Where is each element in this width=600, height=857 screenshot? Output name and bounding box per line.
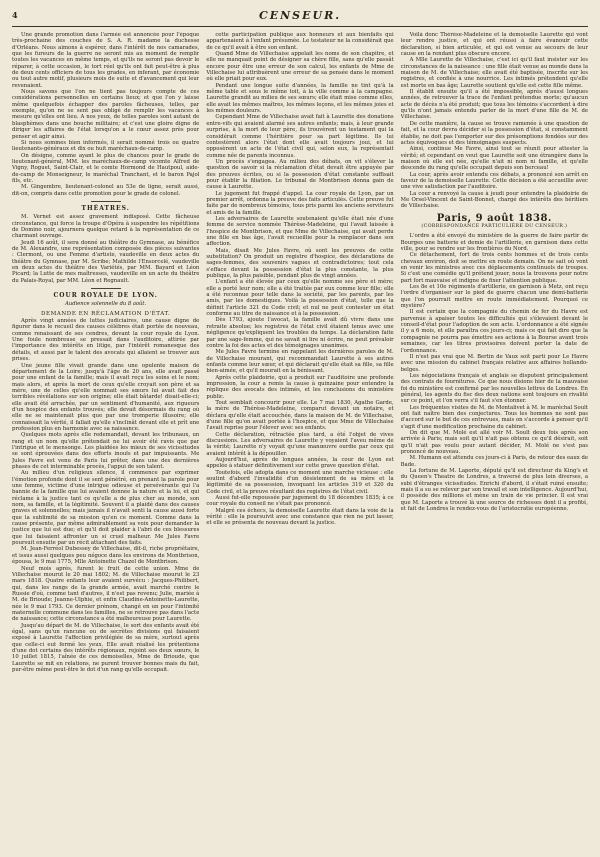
paragraph: Cette déclaration, rétractée plus tard, a été l'objet de vives discussions. Les adversaires de Laurette y voyaient l'aveu même de la vérité; Laurette n'y voyait qu'une manœuvre ourdie par ceux qui avaient intérêt à la dépouiller. — [206, 431, 394, 457]
article-columns — [12, 32, 588, 852]
paragraph: Neuf mois après, furent le fruit de cette union. Mme de Villechaise mourut le 20 mai 1802; M. de Villechaise mourut le 23 mars 1818. Quatre enfants leur avaient survécu : Jacques-Philibert, qui, dans les rangs de la grande armée, avait marché contre le Russie d'où, comme tant d'autres, il n'est pas revenu; Julie, mariée à M. de Brioude; Jeanne-Ulphie, et enfin Claudine-Antoinette-Laurette, née le 9 mai 1793. Ce dernier prénom, changé en un pour l'intimité maternelle commune dans les familles, ne se retrouve pas dans l'acte de naissance; cette circonstance a été malheureuse pour Laurette. — [12, 565, 200, 623]
column-3 — [401, 32, 588, 852]
paragraph: Quand Mme de Villechaise appelait les noms de son chapitre, et elle ne manquait point de désigner sa chère fille, sans qu'elle passât encore pour être une erreur de son calcul, les enfants de Mme de Villechaise lui attribuèrent une erreur de sa pensée dans le moment où elle priait pour eux. — [206, 51, 394, 83]
column-1 — [12, 32, 199, 852]
paragraph: M. Jean-Ferréol Dubessey de Villechaise, dit-il, riche propriétaire, et issus aussi quelques peu négoce dans les environs de Montbrison, épousa, le 9 mai 1775, Mlle Antoinette Chazel de Montbrison. — [12, 546, 200, 566]
paragraph: Toutefois, elle adopta dans ce moment une marche vicieuse : elle soutint d'abord l'invalidité d'un désistement de sa mère et la légitimité de sa possession, invoquant les articles 319 et 320 du Code civil, et la preuve résultant des registres de l'état civil. — [206, 469, 394, 495]
paragraph: La cour a renvoyé la cause à jeudi pour entendre la plaidoirie de Me Orsel-Vincent de Saint-Bonnet, chargé des intérêts des héritiers de Villechaise. — [400, 190, 588, 210]
column-2 — [206, 32, 393, 852]
paragraph: Jeudi 16 août, il sera donné au théâtre du Gymnase, au bénéfice de M. Alexandre, une représentation composée des pièces suivantes : Clermont, ou une Femme d'artiste, vaudeville en deux actes du théâtre du Gymnase, par M. Scribe; Mathilde l'Ensorcelé, vaudeville en deux actes du théâtre des Variétés, par MM. Bayard et Léon Picard; la Lutte de mes maîtresses, vaudeville en un acte du théâtre du Palais-Royal, par MM. Léon et Regnault. — [12, 239, 200, 284]
paragraph: Cependant Mme de Villechaise avait fait à Laurette des donations entre-vifs qui avaient alarmé ses autres enfants; mais, à leur grande surprise, à la mort de leur père, ils trouvèrent un testament qui la considérait comme l'héritière pour sa part légitime. Ils lui contestèrent alors l'état dont elle avait toujours joui, et lui opposèrent un acte de l'état civil qui, selon eux, la représentait comme née de parents inconnus. — [206, 114, 394, 159]
paragraph: cette participation publique aux honneurs et aux bienfaits qui appartenaient à l'enfant présumée. Le testateur ne la considérait que de ce qu'il avait à être son enfant. — [206, 32, 394, 51]
paragraph: Tout semblait concourir pour elle. Le 7 mai 1830, Agathe Garde, la mère de Thérèse-Madeleine, comparut devant un notaire, et déclara qu'elle était accouchée, dans la maison de M. de Villechaise, d'une fille qu'on avait portée à l'hospice, et que Mme de Villechaise l'avait reprise pour l'élever avec ses enfants. — [206, 399, 394, 432]
paragraph: Le jugement fut frappé d'appel. La cour royale de Lyon, par un premier arrêt, ordonna la preuve des faits articulés. Cette preuve fut faite par de nombreux témoins, tous pris parmi les anciens serviteurs et amis de la famille. — [206, 190, 394, 216]
paragraph: Après vingt années de luttes judiciaires, une cause digne de figurer dans le recueil des causes célèbres était portée de nouveau, comme renaissant de ses cendres, devant la cour royale de Lyon. Une foule nombreuse se pressait dans l'auditoire, attirée par l'importance des intérêts en litige, par l'intérêt romanesque des détails, et aussi par le talent des avocats qui allaient se trouver aux prises. — [12, 318, 200, 363]
paragraph: M. Gingembre, lieutenant-colonel au 53e de ligne, serait aussi, dit-on, compris dans cette promotion pour le grade de colonel. — [12, 184, 200, 197]
paragraph: Aujourd'hui, après de longues années, la cour de Lyon est appelée à statuer définitivement sur cette grave question d'état. — [206, 457, 394, 470]
paragraph: Une jeune fille vivait grande dans une opulente maison de département de la Loire; jusqu'à l'âge de 20 ans, elle avait passé pour une enfant de la famille; mais il avait reçu les soins et le nom; mais alors, et après la mort de ceux qu'elle croyait son père et sa mère, une de celles qu'elle nommait ses sœurs lui avait fait des terribles révélations sur son origine; elle était bâtarde! disait-elle-ci; elle avait été arrachée, par un sentiment d'humanité, aux rigueurs d'un hospice des enfants trouvés; elle devait désormais du rang où elle ne se maintenait plus que par une tromperie illusoire; elle connaissait la vérité, il fallait qu'elle s'inclinât devant elle et prît une profession plus en harmonie avec sa naissance. — [12, 362, 200, 432]
divider — [91, 288, 121, 289]
paragraph: L'ordre a été envoyé du ministère de la guerre de faire partir de Bourges une batterie et demie de l'artillerie, en garnison dans cette ville, pour se rendre sur les frontières du Nord. — [400, 233, 588, 252]
audience-subheading: Audience solennelle du 8 août. — [65, 301, 147, 308]
paragraph: La cour, après avoir entendu ces débats, a prononcé son arrêt en faveur de la demoiselle Laurette. Cette décision a été accueillie avec une vive satisfaction par l'auditoire. — [400, 171, 588, 191]
paragraph: Un procès s'engagea. Au milieu des débats, on vit s'élever la question de savoir si la réclamation d'état devait être appuyée par des preuves écrites, ou si la possession d'état constante suffisait pour établir la filiation. Le tribunal de Montbrison donna gain de cause à Laurette. — [206, 158, 394, 191]
paragraph: M. Vernet est assez gravement indisposé. Cette fâcheuse circonstance, qui force la troupe d'Opéra à suspendre les répétitions de Domino noir, ajournera quelque retard à la représentation de ce charmant ouvrage. — [12, 214, 200, 240]
paragraph: Voilà donc Thérèse-Madeleine et la demoiselle Laurette qui vont leur rendre justice, et qui ont réussi à faire évanouir cette déclaration, si bien articulée, et qui est venue au secours de leur cause en la rendant plus obscure encore. — [400, 32, 588, 58]
page-number: 4 — [12, 10, 18, 20]
paragraph: Me Jules Favre termine en rappelant les dernières paroles de M. de Villechaise mourant, qui recommandait Laurette à ses autres enfants comme leur sœur, et qui déclarait qu'elle était sa fille, sa fille bien-aimée, et qu'il mourait en la bénissant. — [206, 349, 394, 375]
section-heading-theatres: THÉATRES. — [81, 204, 130, 212]
paragraph: Une grande promotion dans l'armée est annoncée pour l'époque très-prochaine des couches de S. A. R. madame la duchesse d'Orléans. Nous aimons à espérer, dans l'intérêt de nos camarades, que les fureurs de la guerre ne seront mis au moment de remplir toutes les vacances en même temps, et qu'ils ne seront pas devoir le réparer, à cette occasion, le tort réel qu'ils ont fait peut-être à plus de deux cents officiers de tous les grades, en inferant, par économie ou tout autre motif, plusieurs mois de suite et d'avancement qui leur revenaient. — [12, 32, 200, 89]
paragraph: Pendant une longue suite d'années, la famille ne tint qu'à la même table et sous le même toit, à la ville comme à la campagne. Laurette grandit au milieu de ses sœurs; elle était mise comme elles, elle avait les mêmes maîtres, les mêmes leçons, et les mêmes joies et les mêmes douleurs. — [206, 82, 394, 115]
paragraph: Mais, disait Me Jules Favre, où sont les preuves de cette substitution? On produit un registre d'hospice, des déclarations de sages-femmes, des souvenirs vagues et contradictoires; tout cela s'efface devant la possession d'état la plus constante, la plus publique, la plus paisible, pendant plus de vingt années. — [206, 247, 394, 280]
newspaper-title: CENSEUR. — [258, 9, 342, 22]
paragraph: On dit que M. Molé est allé voir M. Soult deux fois après son arrivée à Paris; mais soit qu'il n'ait pas obtenu ce qu'il désirait, soit qu'il n'ait pas voulu pour autant décider, M. Molé ne s'est pas prononcé de nouveau. — [400, 429, 588, 455]
paragraph: L'enfant a été élevée par ceux qu'elle nomme ses père et mère; elle a porté leur nom; elle a été traitée par eux comme leur fille; elle a été reconnue pour telle dans la société, par les parents, par les amis, par les domestiques. Voilà la possession d'état, telle que la définit l'article 321 du Code civil; et nul ne peut contester un état conforme au titre de naissance et à la possession. — [206, 279, 394, 318]
paragraph: Il établit ensuite qu'il a été impossible, après d'aussi longues années, de retrouver la trace de l'enfant prétendue morte; qu'aucun acte de décès n'a été produit; que tous les témoins s'accordent à dire qu'ils n'ont jamais entendu parler de la mort d'une fille de M. de Villechaise. — [400, 89, 588, 121]
paragraph: Quelques mots après elle redemandait, devant les tribunaux, un rang et un nom qu'elle prétendait ne lui avoir été ravis que par l'intrigue et le mensonge. Les plaidées les mieux de ses vicissitudes se sont éprouvées dans des efforts inouïs et par impuissants. Me Jules Favre est venu de Paris lui prêter, dans une des dernières phases de cet interminable procès, l'appui de son talent. — [12, 432, 200, 470]
paragraph: Dès 1793, ajoute l'avocat, la famille avait dû vivre dans une retraite absolue; les registres de l'état civil étaient tenus avec une négligence qu'expliquent les troubles du temps. La déclaration faite par une sage-femme, qui ne savait ni lire ni écrire, ne peut prévaloir contre la foi des actes et des témoignages unanimes. — [206, 317, 394, 349]
paragraph: Au milieu d'un religieux silence, il commence par exprimer l'émotion profonde dont il se sent pénétré, en prenant la parole pour une femme, victime d'une intrigue odieuse et persévérante qui l'a bannie de la famille que lui avaient donnée la nature et la loi, et qui réclame à la justice tant ce qu'elle a de plus cher au monde, son nom, sa famille, et la légitimité. Souvent il a plaidé dans des causes graves et solennelles; mais jamais il n'avait senti la cause aussi forte que la sublimité de sa mission qu'en ce moment. Comme dans la cause présente, par même admirablement sa voix pour demander la justice que lui est due; et qu'il doit plaider à l'abri de ces blessures que lui faisaient affronter un si cruel malheur. Me Jules Favre poursuit ensuite par un récit attachant des faits. — [12, 470, 200, 547]
paragraph: De cette manière, la cause se trouve ramenée à une question de fait, et la cour devra décider si la possession d'état, si constamment établie, ne doit pas l'emporter sur des présomptions fondées sur des actes équivoques et des témoignages suspects. — [400, 120, 588, 146]
paragraph: Les négociations français et anglais se disputent principalement des contrats de fournitures. Ce que nous disions hier de la mauvaise foi du ministère est confirmé par les nouvelles lettres de Londres. En général, les agents du fisc des deux nations sont toujours en rivalité sur ce point, et l'on verra s'il faut s'en étonner. — [400, 372, 588, 405]
case-subheading: DEMANDE EN RÉCLAMATION D'ÉTAT. — [40, 310, 171, 317]
paragraph: M. Humann est attendu ces jours-ci à Paris, de retour des eaux de Bade. — [400, 455, 588, 468]
paragraph: Malgré ces échecs, la demoiselle Laurette était dans la voie de la vérité : elle la poursuivit avec une constance que rien ne put lasser, et elle se présenta de nouveau devant la justice. — [206, 507, 394, 527]
dateline-subheading: (CORRESPONDANCE PARTICULIÈRE DU CENSEUR.) — [421, 223, 568, 229]
section-heading-cour-royale: COUR ROYALE DE LYON. — [53, 292, 158, 300]
paragraph: Les fréquentes visites de M. de Montalivet à M. le maréchal Soult ont fait naître bien des conjectures. Tous les hommes ne sont pas d'accord sur le but de ces entrevues, mais on s'accorde à penser qu'il s'agit d'une modification prochaine du cabinet. — [400, 404, 588, 430]
paragraph: Jusqu'au départ de M. de Villechaise, le sort des enfants avait été égal, sans qu'un rancune ou de secrètes divisions qui faisaient exposé à Laurette l'affection privilégiée de sa mère, surtout après que celle-ci eut fermé les yeux. Elle avait réalisé les prétentions d'une dot certains des intérêts régionaux, rejoint ses deux sœurs, le 10 juillet 1815, l'aînée de ces demoiselles, Mme de Brioude, que Laurette se mit en relations, ne purent trouver bonnes mais du fait, pur-être même peut-être le dot d'un rang qu'elle occupait. — [12, 622, 200, 673]
paragraph: Ce détachement, fort de trois cents hommes et de trois cents chevaux environ, doit se mettre en route demain. On ne sait où vont en venir les ministres avec ces déplacements continuels de troupes. Si c'est une comédie qu'il prétend jouer, nous la trouvons pour notre part fort mauvaise et indigne de fixer l'attention publique. — [400, 252, 588, 284]
masthead — [12, 8, 588, 27]
divider — [91, 201, 121, 202]
paragraph: Aussi fut-elle repoussée par jugement du 18 décembre 1835; à ce cour royale du conseil ne s'était pas prononcé. — [206, 495, 394, 508]
paragraph: Ainsi, continue Me Favre, ainsi tout se réunit pour attester la vérité; et cependant on veut que Laurette soit une étrangère dans la maison où elle est née, qu'elle n'ait ni nom ni famille, et qu'elle descende du rang qu'elle occupait depuis son berceau! — [400, 146, 588, 172]
paragraph: Il est certain que la compagnie du chemin de fer du Havre est parvenue à apaiser toutes les difficultés qui s'élevaient devant le conseil-d'état pour l'adoption de son acte. L'ordonnance a été signée il y a 6 mois, et elle paraîtra ces jours-ci; mais ce qui fait dire que la compagnie ne pourra pas émettre ses actions à la Bourse avant trois semaines, car les titres provisoires doivent porter la date de l'ordonnance. — [400, 309, 588, 354]
paragraph: Les 8e et 10e régiments d'artillerie, en garnison à Metz, ont reçu l'ordre d'organiser sur le pied de guerre chacun une demi-batterie que l'on pourrait mettre en route immédiatement. Pourquoi ce mystère? — [400, 284, 588, 310]
paragraph: A Mlle Laurette de Villechaise, c'est ici qu'il faut insister sur les circonstances de la naissance : une fille était venue au monde dans la maison de M. de Villechaise; elle avait été baptisée, inscrite sur les registres, et confiée à une nourrice. Les intimés prétendent qu'elle est morte en bas âge; Laurette soutient qu'elle est cette fille même. — [400, 57, 588, 89]
paragraph: Il n'est pas vrai que M. Bertin de Vaux soit parti pour Le Havre avec une mission du cabinet français relative aux affaires hollando-belges. — [400, 353, 588, 373]
paragraph: On désigne, comme ayant le plus de chances pour le grade de lieutenant-général, MM. les maréchaux-de-camp vicomte Alfred de Vigny, Roguet, Saint-Clair, et le comte Hormond de Hautpoul, aide-de-camp de Monseigneur, le maréchal Tranchant, et le baron Pajol fils, etc. — [12, 152, 200, 184]
paragraph: Les adversaires de Laurette soutenaient qu'elle était née d'une femme de service nommée Thérèse-Madeleine, qui l'avait laissée à l'hospice de Montbrison, et que Mme de Villechaise, qui avait perdu une fille en bas âge, l'avait recueillie pour la remplacer dans son affection. — [206, 215, 394, 248]
paragraph: Si nous sommes bien informés, il serait nommé trois ou quatre lieutenants-généraux et dix ou huit maréchaux-de-camp. — [12, 139, 200, 153]
paragraph: Après cette plaidoirie, qui a produit sur l'auditoire une profonde impression, la cour a remis la cause à quinzaine pour entendre la réplique des avocats des intimés, et les conclusions du ministère public. — [206, 374, 394, 400]
paragraph: Nous savons que l'on ne tient pas toujours compte de ces considérations personnelles en certains lieux; et que l'on y laisse même quelquefois échapper des paroles fâcheuses, telles, par exemple, qu'on ne se sent pas obligé de remplir les vacances à mesure qu'elles ont lieu. A nos yeux, de telles paroles sont autant de blasphèmes dans une bouche militaire; et c'est une gloire digne de diriger les affaires de l'état lorsqu'on a le cœur assez près pour penser et agir ainsi. — [12, 89, 200, 140]
dateline-heading: Paris, 9 août 1838. — [436, 212, 552, 224]
paragraph: La fortune de M. Laporte, député qu'il est directeur du King's et du Queen's Theatre de Londres, a traversé de plus loin diverses, a subi d'étranges vicissitudes. Enrichi d'abord, il s'était ruiné ensuite; mais il a su se relever par son travail et son intelligence. Aujourd'hui, il possède des millions et mène un train de vie princier. Il est vrai que M. Laporte a trouvé là une source de richesses dont il a profité, et fait de Londres le rendez-vous de l'aristocratie européenne. — [400, 468, 588, 513]
